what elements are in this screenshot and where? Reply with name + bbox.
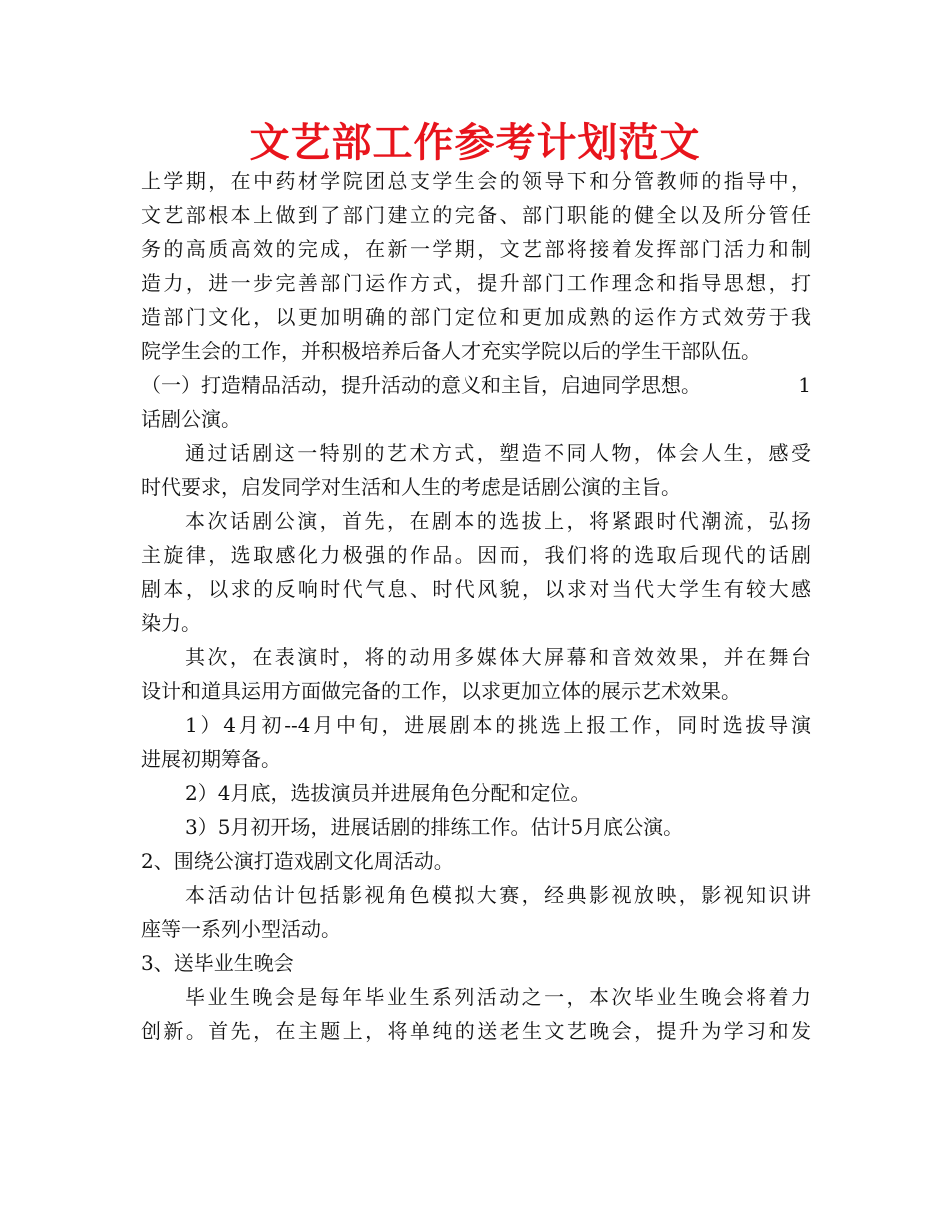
para3-line: 其次，在表演时，将的动用多媒体大屏幕和音效效果，并在舞台 [185,645,811,669]
para5-line: 毕业生晚会是每年毕业生系列活动之一，本次毕业生晚会将着力 [185,985,811,1009]
intro-line: 务的高质高效的完成，在新一学期，文艺部将接着发挥部门活力和制 [141,237,811,261]
intro-line: 造力，进一步完善部门运作方式，提升部门工作理念和指导思想，打 [141,271,811,295]
para2-line: 主旋律，选取感化力极强的作品。因而，我们将的选取后现代的话剧 [141,543,811,567]
section1-number: 1 [798,373,811,397]
step1-line: 1）4月初--4月中旬，进展剧本的挑选上报工作，同时选拔导演 [185,713,811,737]
section1-heading: （一）打造精品活动，提升活动的意义和主旨，启迪同学思想。 [141,373,701,397]
intro-line: 上学期，在中药材学院团总支学生会的领导下和分管教师的指导中， [141,169,811,193]
para4-line: 座等一系列小型活动。 [141,917,341,941]
step2-line: 2）4月底，选拔演员并进展角色分配和定位。 [185,781,591,805]
step3-line: 3）5月初开场，进展话剧的排练工作。估计5月底公演。 [185,815,684,839]
intro-line: 造部门文化，以更加明确的部门定位和更加成熟的运作方式效劳于我 [141,305,811,329]
item1-title: 话剧公演。 [141,407,241,431]
para2-line: 染力。 [141,611,201,635]
para1-line: 时代要求，启发同学对生活和人生的考虑是话剧公演的主旨。 [141,475,681,499]
para3-line: 设计和道具运用方面做完备的工作，以求更加立体的展示艺术效果。 [141,679,741,703]
intro-line: 院学生会的工作，并积极培养后备人才充实学院以后的学生干部队伍。 [141,339,761,363]
para4-line: 本活动估计包括影视角色模拟大赛，经典影视放映，影视知识讲 [185,883,811,907]
intro-line: 文艺部根本上做到了部门建立的完备、部门职能的健全以及所分管任 [141,203,811,227]
item2-title: 2、围绕公演打造戏剧文化周活动。 [141,849,454,873]
para5-line: 创新。首先，在主题上，将单纯的送老生文艺晚会，提升为学习和发 [141,1019,811,1043]
step1-line: 进展初期筹备。 [141,747,281,771]
document-body [141,164,811,1048]
section1-heading-row [141,368,811,402]
document-title: 文艺部工作参考计划范文 [249,120,701,166]
para1-line: 通过话剧这一特别的艺术方式，塑造不同人物，体会人生，感受 [185,441,811,465]
para2-line: 剧本，以求的反响时代气息、时代风貌，以求对当代大学生有较大感 [141,577,811,601]
item3-title: 3、送毕业生晚会 [141,951,294,975]
para2-line: 本次话剧公演，首先，在剧本的选拔上，将紧跟时代潮流，弘扬 [185,509,811,533]
